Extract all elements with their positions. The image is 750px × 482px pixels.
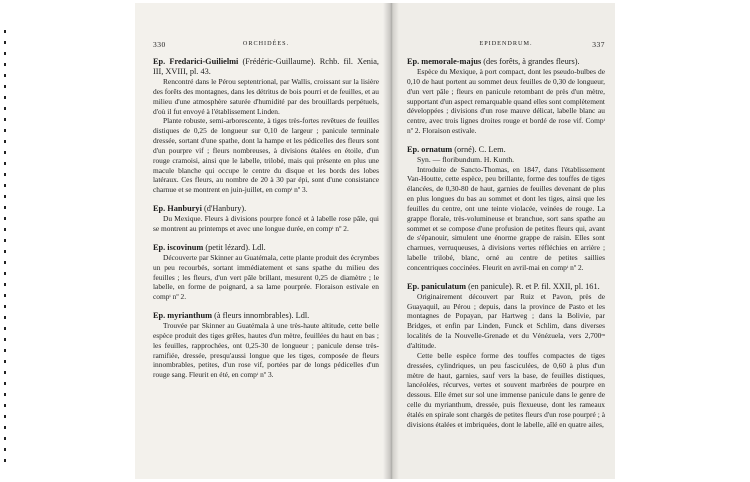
species-name: Ep. myrianthum: [153, 311, 213, 321]
species-authority: (petit lézard). Ldl.: [205, 242, 266, 252]
species-authority: (Frédéric-Guillaume). Rchb. fil. Xenia, III, XVIII, pl. 43.: [153, 57, 379, 76]
scanned-book-spread: [135, 3, 615, 479]
entry-paragraph: Plante robuste, semi-arborescente, à tiges très-fortes revêtues de feuilles distiques de 0,25 de longueur sur 0,10 de largeur ; panicule terminale dressée, sortant d'une spathe, dont la hampe et les pédicelles des fleurs sont d'un pourpre vif ; fleurs nombreuses, à divisions étalées en étoile, d'un rouge cramoisi, ainsi que le labelle, trilobé, mais qui présente en plus une macule blanche qui occupe le centre du disque et les bords des lobes latéraux. Ces fleurs, au nombre de 20 à 30 par épi, sont d'une consistance charnue et se montrent en juin-juillet, en compᵗ nº 3.: [153, 116, 379, 195]
species-entry: [153, 204, 379, 234]
right-page-text-block: [407, 3, 605, 430]
entry-heading: [407, 57, 605, 67]
entry-paragraph: Introduite de Sancto-Thomas, en 1847, dans l'établissement Van-Houtte, cette espèce, peu brillante, forme des touffes de tiges élancées, de 0,30-80 de haut, garnies de feuilles devenant de plus en plus longues du bas au sommet et dont les tiges, ainsi que les feuilles du centre, ont une teinte violacée, veinées de rouge. La grappe florale, très-volumineuse et branchue, sort sans spathe au sommet et se compose d'une profusion de petites fleurs qui, avant de s'épanouir, simulent une énorme grappe de raisin. Elles sont charnues, verruqueuses, à divisions vertes réfléchies en arrière ; labelle trilobé, blanc, orné au centre de petites saillies concentriques coccinées. Fleurit en avril-mai en compᵗ nº 2.: [407, 164, 605, 272]
species-authority: (en panicule). R. et P. fil. XXII, pl. 161.: [468, 281, 600, 291]
entry-paragraph: Rencontré dans le Pérou septentrional, par Wallis, croissant sur la lisière des forêts des montagnes, dans les détritus de bois pourri et de feuilles, et au milieu d'une atmosphère saturée d'humidité par des brouillards perpétuels, d'où il fut envoyé à l'établissement Linden.: [153, 77, 379, 116]
species-name: Ep. paniculatum: [407, 281, 467, 291]
entry-paragraph: Originairement découvert par Ruiz et Pavon, près de Guayaquil, au Pérou ; depuis, dans la province de Pasto et les montagnes de Popayan, par Hartweg ; dans la Bolivie, par Bridges, et enfin par Linden, Funck et Schlim, dans diverses localités de la Nouvelle-Grenade et du Vénézuela, vers 2,700ᵐ d'altitude.: [407, 291, 605, 350]
species-entry: [153, 243, 379, 302]
species-authority: (d'Hanbury).: [203, 204, 247, 214]
species-name: Ep. Hanburyi: [153, 204, 202, 214]
species-entry: [153, 57, 379, 195]
left-running-head: [153, 40, 379, 52]
entry-heading: [153, 204, 379, 214]
species-name: Ep. ornatum: [407, 144, 453, 154]
species-name: Ep. Fredarici-Guilielmi: [153, 57, 239, 66]
species-entry: [407, 57, 605, 136]
left-running-title: ORCHIDÉES.: [242, 40, 290, 47]
entry-paragraph: Découverte par Skinner au Guatémala, cette plante produit des écrymbes un peu recourbés, sortant immédiatement et sans spathe du milieu des feuilles ; les fleurs, d'un vert pâle brillant, mesurent 0,25 de diamètre ; le labelle, en forme de poignard, a sa lame pourprée. Floraison estivale en compᵗ nº 2.: [153, 252, 379, 302]
species-authority: (à fleurs innombrables). Ldl.: [214, 311, 310, 321]
right-running-head: [407, 40, 605, 52]
entry-heading: [153, 57, 379, 77]
right-page-number: 337: [592, 40, 605, 49]
entry-heading: [407, 145, 605, 155]
species-entry: [407, 282, 605, 430]
species-name: Ep. iscovinum: [153, 242, 204, 252]
species-entry: [407, 145, 605, 273]
species-authority: (des forêts, à grandes fleurs).: [483, 57, 580, 66]
entry-heading: [153, 311, 379, 321]
scan-edge-artifact: [4, 30, 6, 470]
left-page: [135, 3, 391, 479]
right-page: [391, 3, 615, 479]
species-name: Ep. memorale-majus: [407, 57, 482, 66]
left-page-text-block: [153, 3, 379, 380]
entry-paragraph: Cette belle espèce forme des touffes compactes de tiges dressées, cylindriques, un peu fasciculées, de 0,60 à plus d'un mètre de haut, garnies, sauf vers la base, de feuilles distiques, lancéolées, récurves, vertes et souvent marbrées de pourpre en dessous. Elle émet sur sol une immense panicule dans le genre de celle du myrianthum, dressée, puis flexueuse, dont les rameaux étalés en spirale sont chargés de petites fleurs d'un rose pourpré ; à divisions étalées et imbriquées, dont le labelle, aîlé en quatre ailes,: [407, 350, 605, 429]
entry-paragraph: Trouvée par Skinner au Guatémala à une très-haute altitude, cette belle espèce produit des tiges grêles, hautes d'un mètre, feuillées du haut en bas ; les feuilles, rapprochées, ont 0,25-30 de longueur ; panicule dense très-ramifiée, dressée, presqu'aussi longue que les tiges, composée de fleurs innombrables, petites, d'un rose vif, portées par de longs pédicelles d'un rouge sang. Fleurit en été, en compᵗ nº 3.: [153, 321, 379, 380]
entry-heading: [407, 282, 605, 292]
synonym-line: Syn. — floribundum. H. Kunth.: [417, 154, 515, 164]
entry-paragraph: Espèce du Mexique, à port compact, dont les pseudo-bulbes de 0,10 de haut portent au sommet deux feuilles de 0,30 de longueur, d'un vert pâle ; fleurs en panicule retombant de près d'un mètre, supportant d'un aspect remarquable quand elles sont complètement développées ; divisions d'un rose mauve délicat, labelle blanc au centre, avec trois lignes droites rouge et bordé de rose vif. Compᵗ nº 2. Floraison estivale.: [407, 67, 605, 136]
species-entry: [153, 311, 379, 380]
right-running-title: EPIDENDRUM.: [479, 40, 533, 47]
left-page-number: 330: [153, 40, 166, 49]
entry-paragraph: Du Mexique. Fleurs à divisions pourpre foncé et à labelle rose pâle, qui se montrent au printemps et avec une longue durée, en compᵗ nº 2.: [153, 214, 379, 233]
entry-heading: [153, 243, 379, 253]
book-gutter-shadow: [383, 3, 399, 479]
species-authority: (orné). C. Lem.: [454, 144, 506, 154]
